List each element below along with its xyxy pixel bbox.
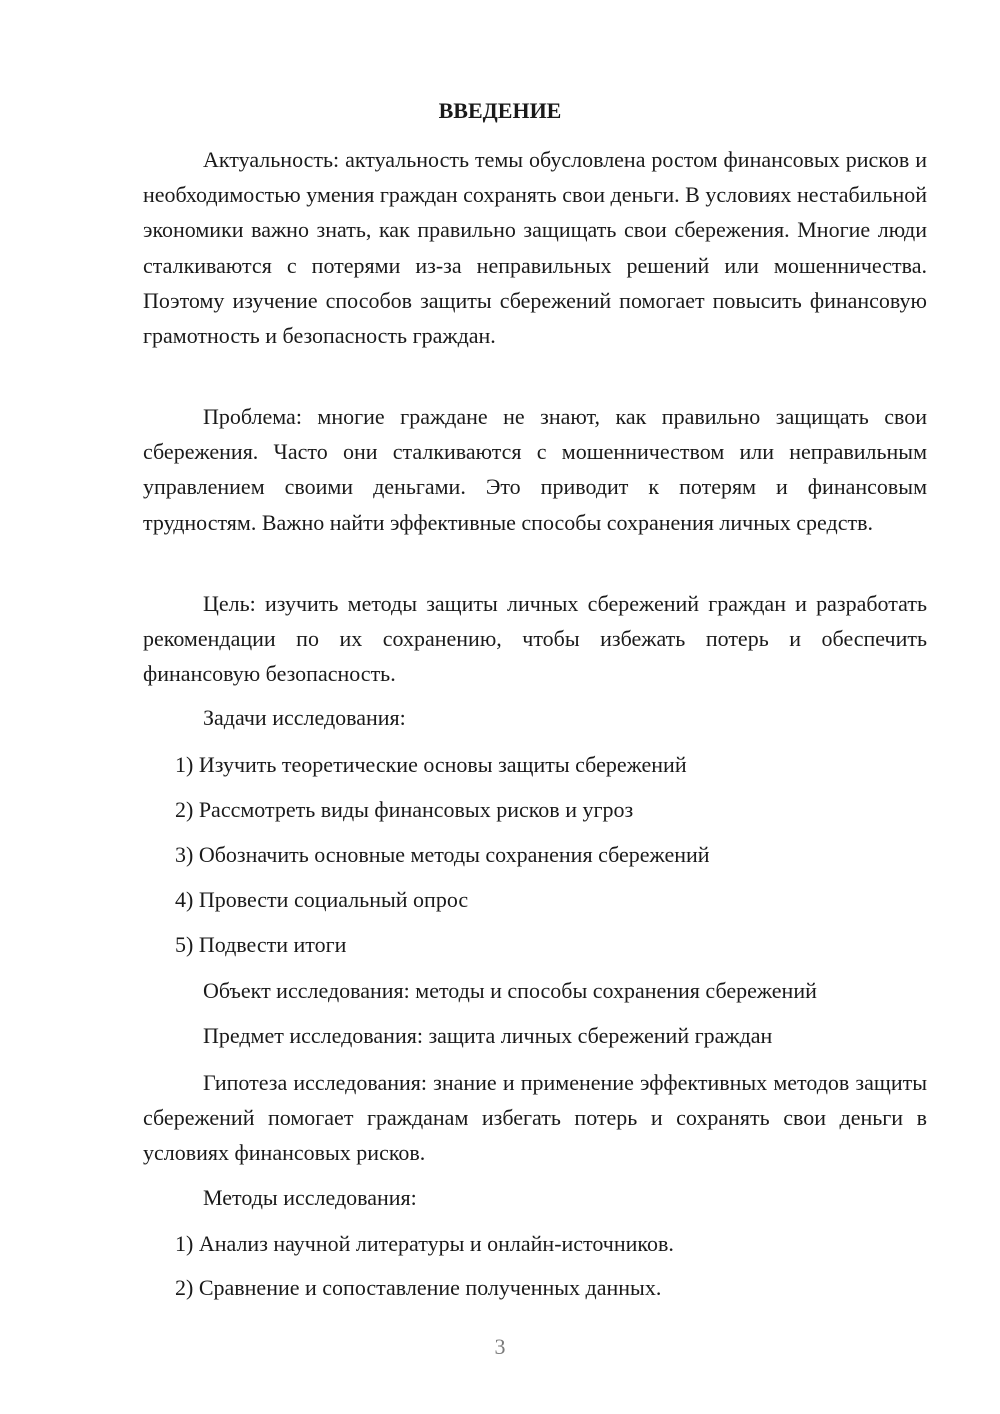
methods-heading: Методы исследования: — [203, 1185, 417, 1210]
subject-line: Предмет исследования: защита личных сбережений граждан — [203, 1023, 773, 1048]
goal-paragraph: Цель: изучить методы защиты личных сбережений граждан и разработать рекомендации по их сохранению, чтобы избежать потерь и обеспечить финансовую безопасность. — [143, 591, 927, 687]
relevance-paragraph: Актуальность: актуальность темы обусловлена ростом финансовых рисков и необходимостью умения граждан сохранять свои деньги. В условиях нестабильной экономики важно знать, как правильно защищать свои сбережения. Многие люди сталкиваются с потерями из-за неправильных решений или мошенничества. Поэтому изучение способов защиты сбережений помогает повысить финансовую грамотность и безопасность граждан. — [143, 147, 927, 349]
method-item: 1) Анализ научной литературы и онлайн-источников. — [175, 1231, 674, 1256]
object-line: Объект исследования: методы и способы сохранения сбережений — [203, 978, 817, 1003]
task-item: 4) Провести социальный опрос — [175, 887, 469, 912]
task-item: 5) Подвести итоги — [175, 932, 347, 957]
hypothesis-paragraph: Гипотеза исследования: знание и применение эффективных методов защиты сбережений помогает гражданам избегать потерь и сохранять свои деньги в условиях финансовых рисков. — [143, 1070, 927, 1166]
task-item: 2) Рассмотреть виды финансовых рисков и угроз — [175, 797, 634, 822]
page-number: 3 — [494, 1334, 506, 1359]
tasks-heading: Задачи исследования: — [203, 705, 406, 730]
task-item: 1) Изучить теоретические основы защиты сбережений — [175, 752, 687, 777]
task-item: 3) Обозначить основные методы сохранения сбережений — [175, 842, 710, 867]
section-heading: ВВЕДЕНИЕ — [438, 98, 562, 123]
problem-paragraph: Проблема: многие граждане не знают, как правильно защищать свои сбережения. Часто они сталкиваются с мошенничеством или неправильным управлением своими деньгами. Это приводит к потерям и финансовым трудностям. Важно найти эффективные способы сохранения личных средств. — [143, 404, 927, 535]
method-item: 2) Сравнение и сопоставление полученных данных. — [175, 1275, 662, 1300]
